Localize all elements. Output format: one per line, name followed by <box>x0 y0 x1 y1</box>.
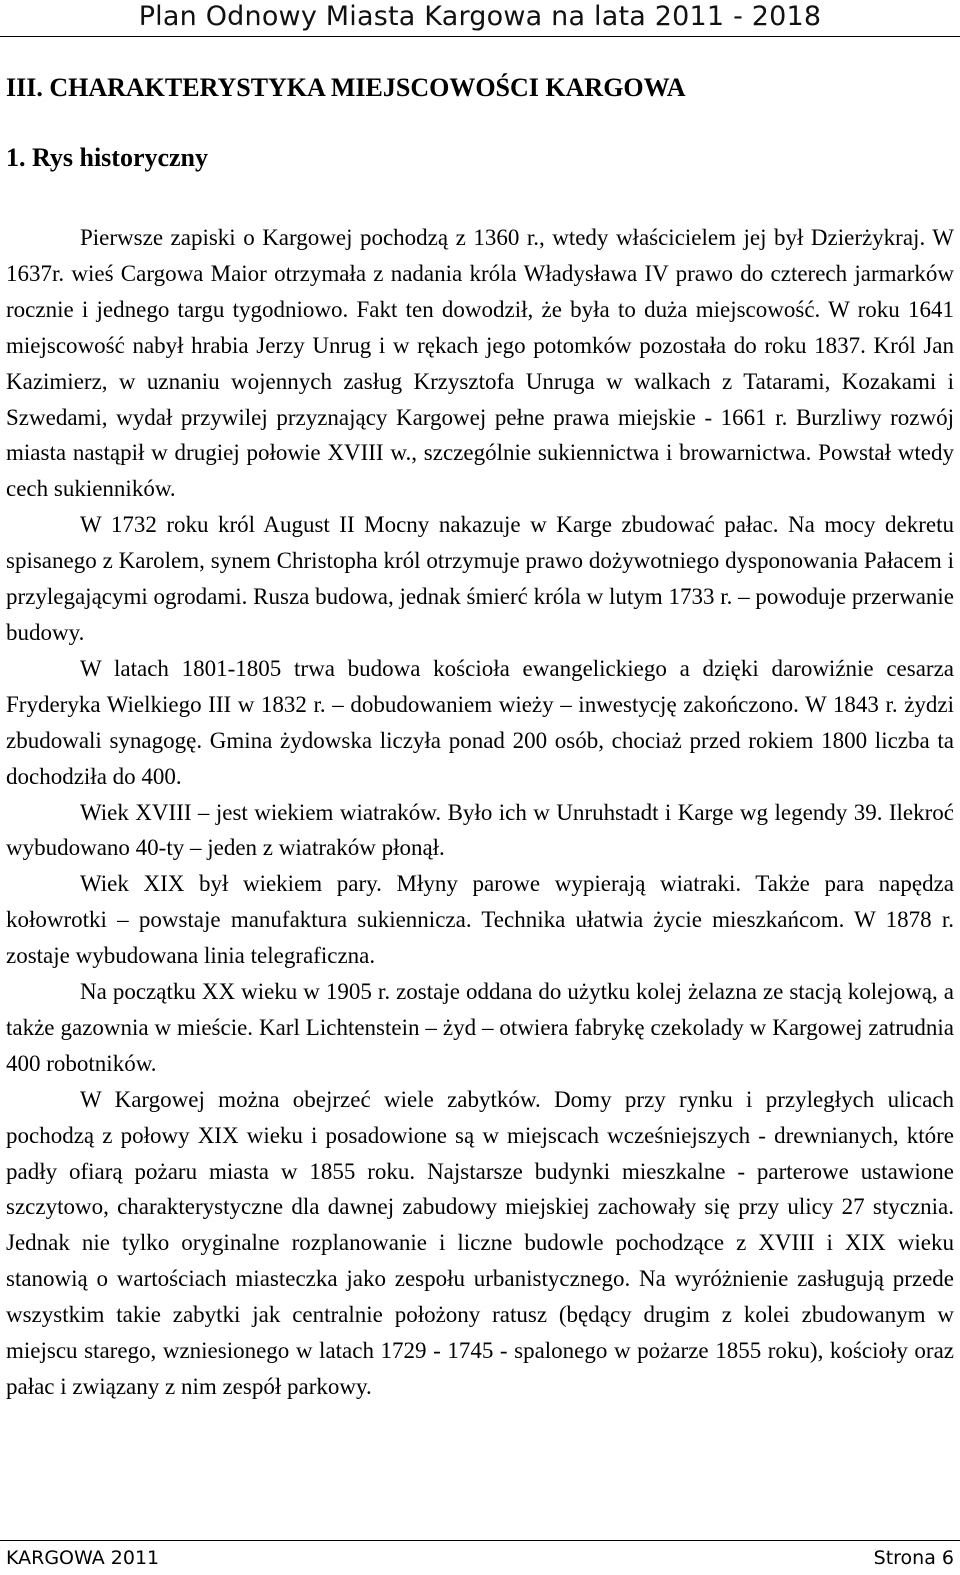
paragraph-7: W Kargowej można obejrzeć wiele zabytków. Domy przy rynku i przyległych ulicach pochodzą z połowy XIX wieku i posadowione są w miejscach wcześniejszych - drewnianych, które padły ofiarą pożaru miasta w 1855 roku. Najstarsze budynki mieszkalne - parterowe ustawione szczytowo, charakterystyczne dla dawnej zabudowy miejskiej zachowały się przy ulicy 27 stycznia. Jednak nie tylko oryginalne rozplanowanie i liczne budowle pochodzące z XVIII i XIX wieku stanowią o wartościach miasteczka jako zespołu urbanistycznego. Na wyróżnienie zasługują przede wszystkim takie zabytki jak centralnie położony ratusz (będący drugim z kolei zbudowanym w miejscu starego, wzniesionego w latach 1729 - 1745 - spalonego w pożarze 1855 roku), kościoły oraz pałac i związany z nim zespół parkowy. <box>6 1086 954 1399</box>
running-footer <box>6 1545 954 1571</box>
paragraph-3: W latach 1801-1805 trwa budowa kościoła ewangelickiego a dzięki darowiźnie cesarza Fryderyka Wielkiego III w 1832 r. – dobudowaniem wieży – inwestycję zakończono. W 1843 r. żydzi zbudowali synagogę. Gmina żydowska liczyła ponad 200 osób, chociaż przed rokiem 1800 liczba ta dochodziła do 400. <box>6 655 954 789</box>
paragraph-4: Wiek XVIII – jest wiekiem wiatraków. Było ich w Unruhstadt i Karge wg legendy 39. Ilekroć wybudowano 40-ty – jeden z wiatraków płonął. <box>6 799 954 861</box>
paragraph-1: Pierwsze zapiski o Kargowej pochodzą z 1360 r., wtedy właścicielem jej był Dzierżykraj. W 1637r. wieś Cargowa Maior otrzymała z nadania króla Władysława IV prawo do czterech jarmarków rocznie i jednego targu tygodniowo. Fakt ten dowodził, że była to duża miejscowość. W roku 1641 miejscowość nabył hrabia Jerzy Unrug i w rękach jego potomków pozostała do roku 1837. Król Jan Kazimierz, w uznaniu wojennych zasług Krzysztofa Unruga w walkach z Tatarami, Kozakami i Szwedami, wydał przywilej przyznający Kargowej pełne prawa miejskie - 1661 r. Burzliwy rozwój miasta nastąpił w drugiej połowie XVIII w., szczególnie sukiennictwa i browarnictwa. Powstał wtedy cech sukienników. <box>6 225 954 502</box>
page-number: Strona 6 <box>873 1547 954 1569</box>
footer-rule <box>0 1540 960 1541</box>
section-title: 1. Rys historyczny <box>6 143 209 172</box>
footer-left: KARGOWA 2011 <box>6 1547 160 1569</box>
body-text <box>6 220 954 1405</box>
chapter-title: III. CHARAKTERYSTYKA MIEJSCOWOŚCI KARGOWA <box>6 73 686 102</box>
paragraph-5: Wiek XIX był wiekiem pary. Młyny parowe wypierają wiatraki. Także para napędza kołowrotki – powstaje manufaktura sukiennicza. Technika ułatwia życie mieszkańcom. W 1878 r. zostaje wybudowana linia telegraficzna. <box>6 871 954 969</box>
header-rule <box>0 36 960 37</box>
page-content <box>6 68 954 1405</box>
paragraph-6: Na początku XX wieku w 1905 r. zostaje oddana do użytku kolej żelazna ze stacją kolejową, a także gazownia w mieście. Karl Lichtenstein – żyd – otwiera fabrykę czekolady w Kargowej zatrudnia 400 robotników. <box>6 979 954 1076</box>
paragraph-2: W 1732 roku król August II Mocny nakazuje w Karge zbudować pałac. Na mocy dekretu spisanego z Karolem, synem Christopha król otrzymuje prawo dożywotniego dysponowania Pałacem i przylegającymi ogrodami. Rusza budowa, jednak śmierć króla w lutym 1733 r. – powoduje przerwanie budowy. <box>6 512 954 645</box>
running-header: Plan Odnowy Miasta Kargowa na lata 2011 - 2018 <box>138 1 822 32</box>
